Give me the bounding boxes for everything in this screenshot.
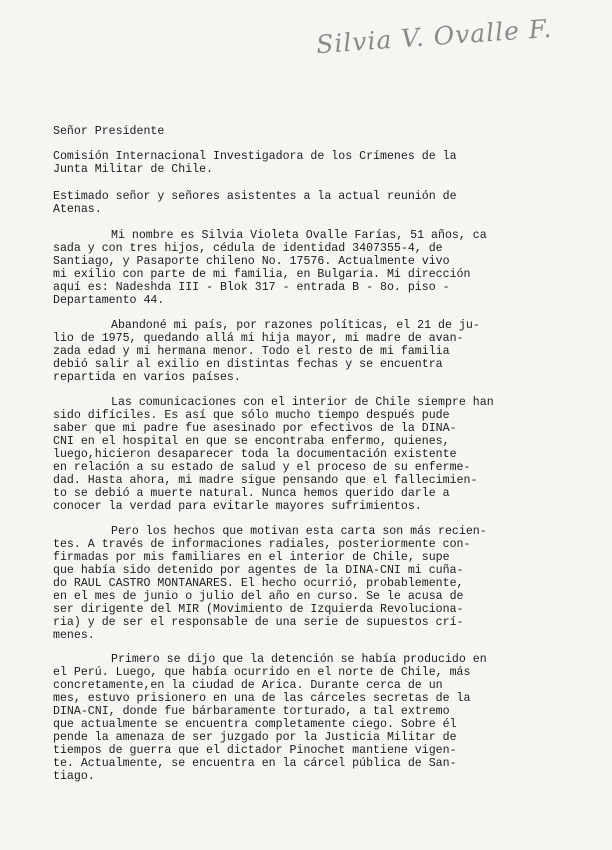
salutation-line: Estimado señor y señores asistentes a la actual reunión de (53, 190, 457, 203)
paragraph-3-line: Las comunicaciones con el interior de Chile siempre han (111, 396, 494, 409)
paragraph-2-line: debió salir al exilio en distintas fechas y se encuentra (53, 358, 443, 371)
paragraph-3-line: saber que mi padre fue asesinado por efectivos de la DINA- (53, 422, 457, 435)
paragraph-4-line: Pero los hechos que motivan esta carta son más recien- (111, 525, 487, 538)
salutation-line: Atenas. (53, 203, 102, 216)
paragraph-4-line: ria) y de ser el responsable de una serie de supuestos crí- (53, 616, 464, 629)
paragraph-3-line: sido difíciles. Es así que sólo mucho tiempo después pude (53, 409, 450, 422)
paragraph-5-line: DINA-CNI, donde fue bárbaramente torturado, a tal extremo (53, 705, 450, 718)
paragraph-3-line: dad. Hasta ahora, mi madre sigue pensando que el fallecimien- (53, 474, 478, 487)
paragraph-3-line: en relación a su estado de salud y el proceso de su enferme- (53, 461, 471, 474)
paragraph-3-line: CNI en el hospital en que se encontraba enfermo, quienes, (53, 435, 450, 448)
paragraph-5-line: concretamente,en la ciudad de Arica. Durante cerca de un (53, 679, 443, 692)
paragraph-2-line: lio de 1975, quedando allá mi hija mayor, mi madre de avan- (53, 332, 464, 345)
paragraph-2-line: zada edad y mi hermana menor. Todo el resto de mi familia (53, 345, 450, 358)
paragraph-4-line: que había sido detenido por agentes de la DINA-CNI mi cuña- (53, 564, 464, 577)
paragraph-2-line: repartida en varios países. (53, 371, 241, 384)
paragraph-4-line: tes. A través de informaciones radiales, posteriormente con- (53, 538, 471, 551)
paragraph-1-line: aquí es: Nadeshda III - Blok 317 - entrada B - 8o. piso - (53, 281, 450, 294)
paragraph-4-line: menes. (53, 629, 95, 642)
paragraph-5-line: que actualmente se encuentra completamente ciego. Sobre él (53, 718, 457, 731)
paragraph-4-line: ser dirigente del MIR (Movimiento de Izquierda Revoluciona- (53, 603, 464, 616)
recipient-line: Junta Militar de Chile. (53, 163, 214, 176)
paragraph-3-line: to se debió a muerte natural. Nunca hemos querido darle a (53, 487, 450, 500)
paragraph-3-line: luego,hicieron desaparecer toda la documentación existente (53, 448, 457, 461)
paragraph-5-line: Primero se dijo que la detención se había producido en (111, 653, 487, 666)
paragraph-1-line: Santiago, y Pasaporte chileno No. 17576. Actualmente vivo (53, 255, 450, 268)
paragraph-4-line: firmadas por mis familiares en el interior de Chile, supe (53, 551, 450, 564)
paragraph-1-line: sada y con tres hijos, cédula de identidad 3407355-4, de (53, 242, 443, 255)
paragraph-5-line: te. Actualmente, se encuentra en la cárcel pública de San- (53, 757, 457, 770)
paragraph-1-line: Mi nombre es Silvia Violeta Ovalle Farías, 51 años, ca (111, 229, 487, 242)
paragraph-4-line: do RAUL CASTRO MONTANARES. El hecho ocurrió, probablemente, (53, 577, 464, 590)
paragraph-1-line: mi exilio con parte de mi familia, en Bulgaria. Mi dirección (53, 268, 471, 281)
recipient-line: Comisión Internacional Investigadora de los Crímenes de la (53, 150, 457, 163)
greeting: Señor Presidente (53, 125, 165, 138)
paragraph-5-line: mes, estuvo prisionero en una de las cárceles secretas de la (53, 692, 471, 705)
paragraph-1-line: Departamento 44. (53, 294, 165, 307)
paragraph-2-line: Abandoné mi país, por razones políticas, el 21 de ju- (111, 319, 480, 332)
paragraph-5-line: el Perú. Luego, que había ocurrido en el norte de Chile, más (53, 666, 471, 679)
paragraph-4-line: en el mes de junio o julio del año en curso. Se le acusa de (53, 590, 464, 603)
paragraph-5-line: tiempos de guerra que el dictador Pinochet mantiene vigen- (53, 744, 457, 757)
paragraph-5-line: tiago. (53, 770, 95, 783)
paragraph-3-line: conocer la verdad para evitarle mayores sufrimientos. (53, 500, 422, 513)
paragraph-5-line: pende la amenaza de ser juzgado por la Justicia Militar de (53, 731, 457, 744)
handwritten-signature: Silvia V. Ovalle F. (315, 13, 554, 60)
